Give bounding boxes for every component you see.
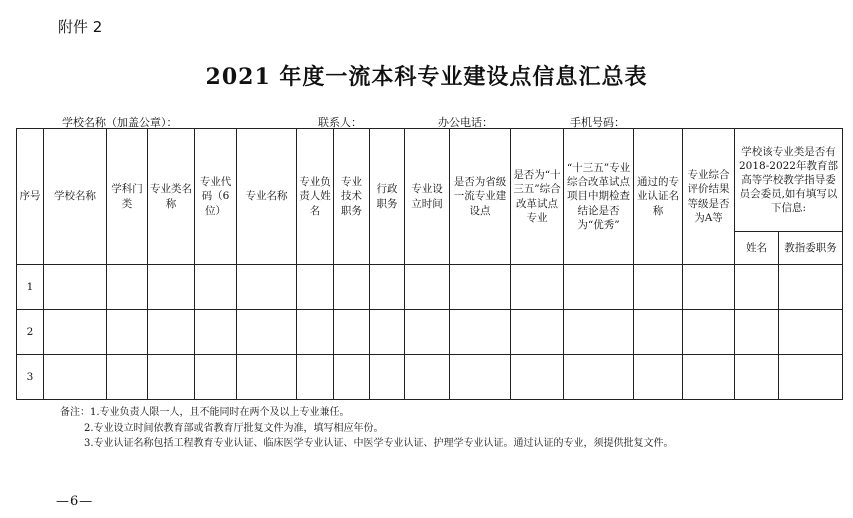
table-cell[interactable] [511, 355, 564, 400]
header-admin-title: 行政职务 [370, 129, 405, 265]
header-committee-name: 姓名 [735, 232, 779, 265]
office-phone-label: 办公电话： [438, 116, 493, 129]
table-row [17, 310, 843, 355]
table-cell[interactable] [195, 355, 237, 400]
table-cell[interactable] [107, 310, 148, 355]
table-cell[interactable] [148, 355, 195, 400]
header-school-name: 学校名称 [44, 129, 107, 265]
table-cell[interactable] [450, 310, 511, 355]
notes [60, 405, 674, 452]
table-cell[interactable] [148, 310, 195, 355]
table-cell[interactable] [334, 355, 370, 400]
note-1: 备注：1.专业负责人限一人，且不能同时在两个及以上专业兼任。 [60, 407, 350, 418]
header-established-time: 专业设立时间 [405, 129, 450, 265]
table-cell[interactable] [297, 355, 334, 400]
table-cell[interactable] [511, 265, 564, 310]
school-name-label: 学校名称（加盖公章）： [62, 116, 178, 129]
note-2: 2.专业设立时间依教育部或省教育厅批复文件为准，填写相应年份。 [84, 422, 384, 434]
form-title: 2021 年度一流本科专业建设点信息汇总表 [205, 64, 648, 90]
table-cell[interactable] [683, 310, 735, 355]
table-cell[interactable] [334, 265, 370, 310]
header-major-code: 专业代码（6位） [195, 129, 237, 265]
header-leader-name: 专业负责人姓名 [297, 129, 334, 265]
table-cell[interactable] [634, 355, 683, 400]
header-major-name: 专业名称 [237, 129, 297, 265]
header-provincial-first-class: 是否为省级一流专业建设点 [450, 129, 511, 265]
row-index: 1 [17, 265, 44, 310]
header-index: 序号 [17, 129, 44, 265]
header-committee-position: 教指委职务 [779, 232, 843, 265]
table-row [17, 355, 843, 400]
table-cell[interactable] [634, 310, 683, 355]
table-cell[interactable] [44, 355, 107, 400]
mobile-label: 手机号码： [570, 116, 625, 129]
table-cell[interactable] [405, 355, 450, 400]
table-cell[interactable] [370, 265, 405, 310]
table-cell[interactable] [735, 355, 779, 400]
note-3: 3.专业认证名称包括工程教育专业认证、临床医学专业认证、中医学专业认证、护理学专业认证。通过认证的专业，须提供批复文件。 [84, 438, 674, 449]
table-cell[interactable] [195, 265, 237, 310]
table-cell[interactable] [634, 265, 683, 310]
table-cell[interactable] [683, 355, 735, 400]
table-cell[interactable] [334, 310, 370, 355]
header-discipline: 学科门类 [107, 129, 148, 265]
header-row [17, 129, 843, 232]
table-cell[interactable] [107, 355, 148, 400]
row-index: 3 [17, 355, 44, 400]
table-cell[interactable] [779, 355, 843, 400]
page-number: —6— [56, 494, 94, 509]
header-certification-name: 通过的专业认证名称 [634, 129, 683, 265]
table-cell[interactable] [564, 355, 634, 400]
table-cell[interactable] [564, 310, 634, 355]
table-cell[interactable] [297, 310, 334, 355]
table-cell[interactable] [148, 265, 195, 310]
table-cell[interactable] [405, 310, 450, 355]
table-cell[interactable] [370, 310, 405, 355]
header-evaluation-grade: 专业综合评价结果等级是否为A等 [683, 129, 735, 265]
table-cell[interactable] [735, 265, 779, 310]
table-cell[interactable] [237, 310, 297, 355]
table-cell[interactable] [44, 310, 107, 355]
table-cell[interactable] [297, 265, 334, 310]
table-cell[interactable] [237, 265, 297, 310]
table-cell[interactable] [779, 310, 843, 355]
table-cell[interactable] [450, 355, 511, 400]
contact-label: 联系人： [318, 116, 362, 129]
table-cell[interactable] [237, 355, 297, 400]
table-cell[interactable] [450, 265, 511, 310]
header-reform-pilot: 是否为“十三五”综合改革试点专业 [511, 129, 564, 265]
table-cell[interactable] [564, 265, 634, 310]
header-committee: 学校该专业类是否有2018-2022年教育部高等学校教学指导委员会委员,如有填写以下信息: [735, 129, 843, 232]
header-major-category: 专业类名 称 [148, 129, 195, 265]
table-cell[interactable] [195, 310, 237, 355]
row-index: 2 [17, 310, 44, 355]
header-tech-title: 专业技术职务 [334, 129, 370, 265]
table-cell[interactable] [779, 265, 843, 310]
attachment-label: 附件 2 [58, 18, 103, 36]
table-cell[interactable] [44, 265, 107, 310]
table-cell[interactable] [683, 265, 735, 310]
summary-table [16, 128, 843, 400]
table-row [17, 265, 843, 310]
table-cell[interactable] [511, 310, 564, 355]
header-midterm-excellent: “十三五”专业综合改革试点项目中期检查结论是否为“优秀” [564, 129, 634, 265]
table-cell[interactable] [405, 265, 450, 310]
table-cell[interactable] [735, 310, 779, 355]
table-cell[interactable] [370, 355, 405, 400]
table-cell[interactable] [107, 265, 148, 310]
